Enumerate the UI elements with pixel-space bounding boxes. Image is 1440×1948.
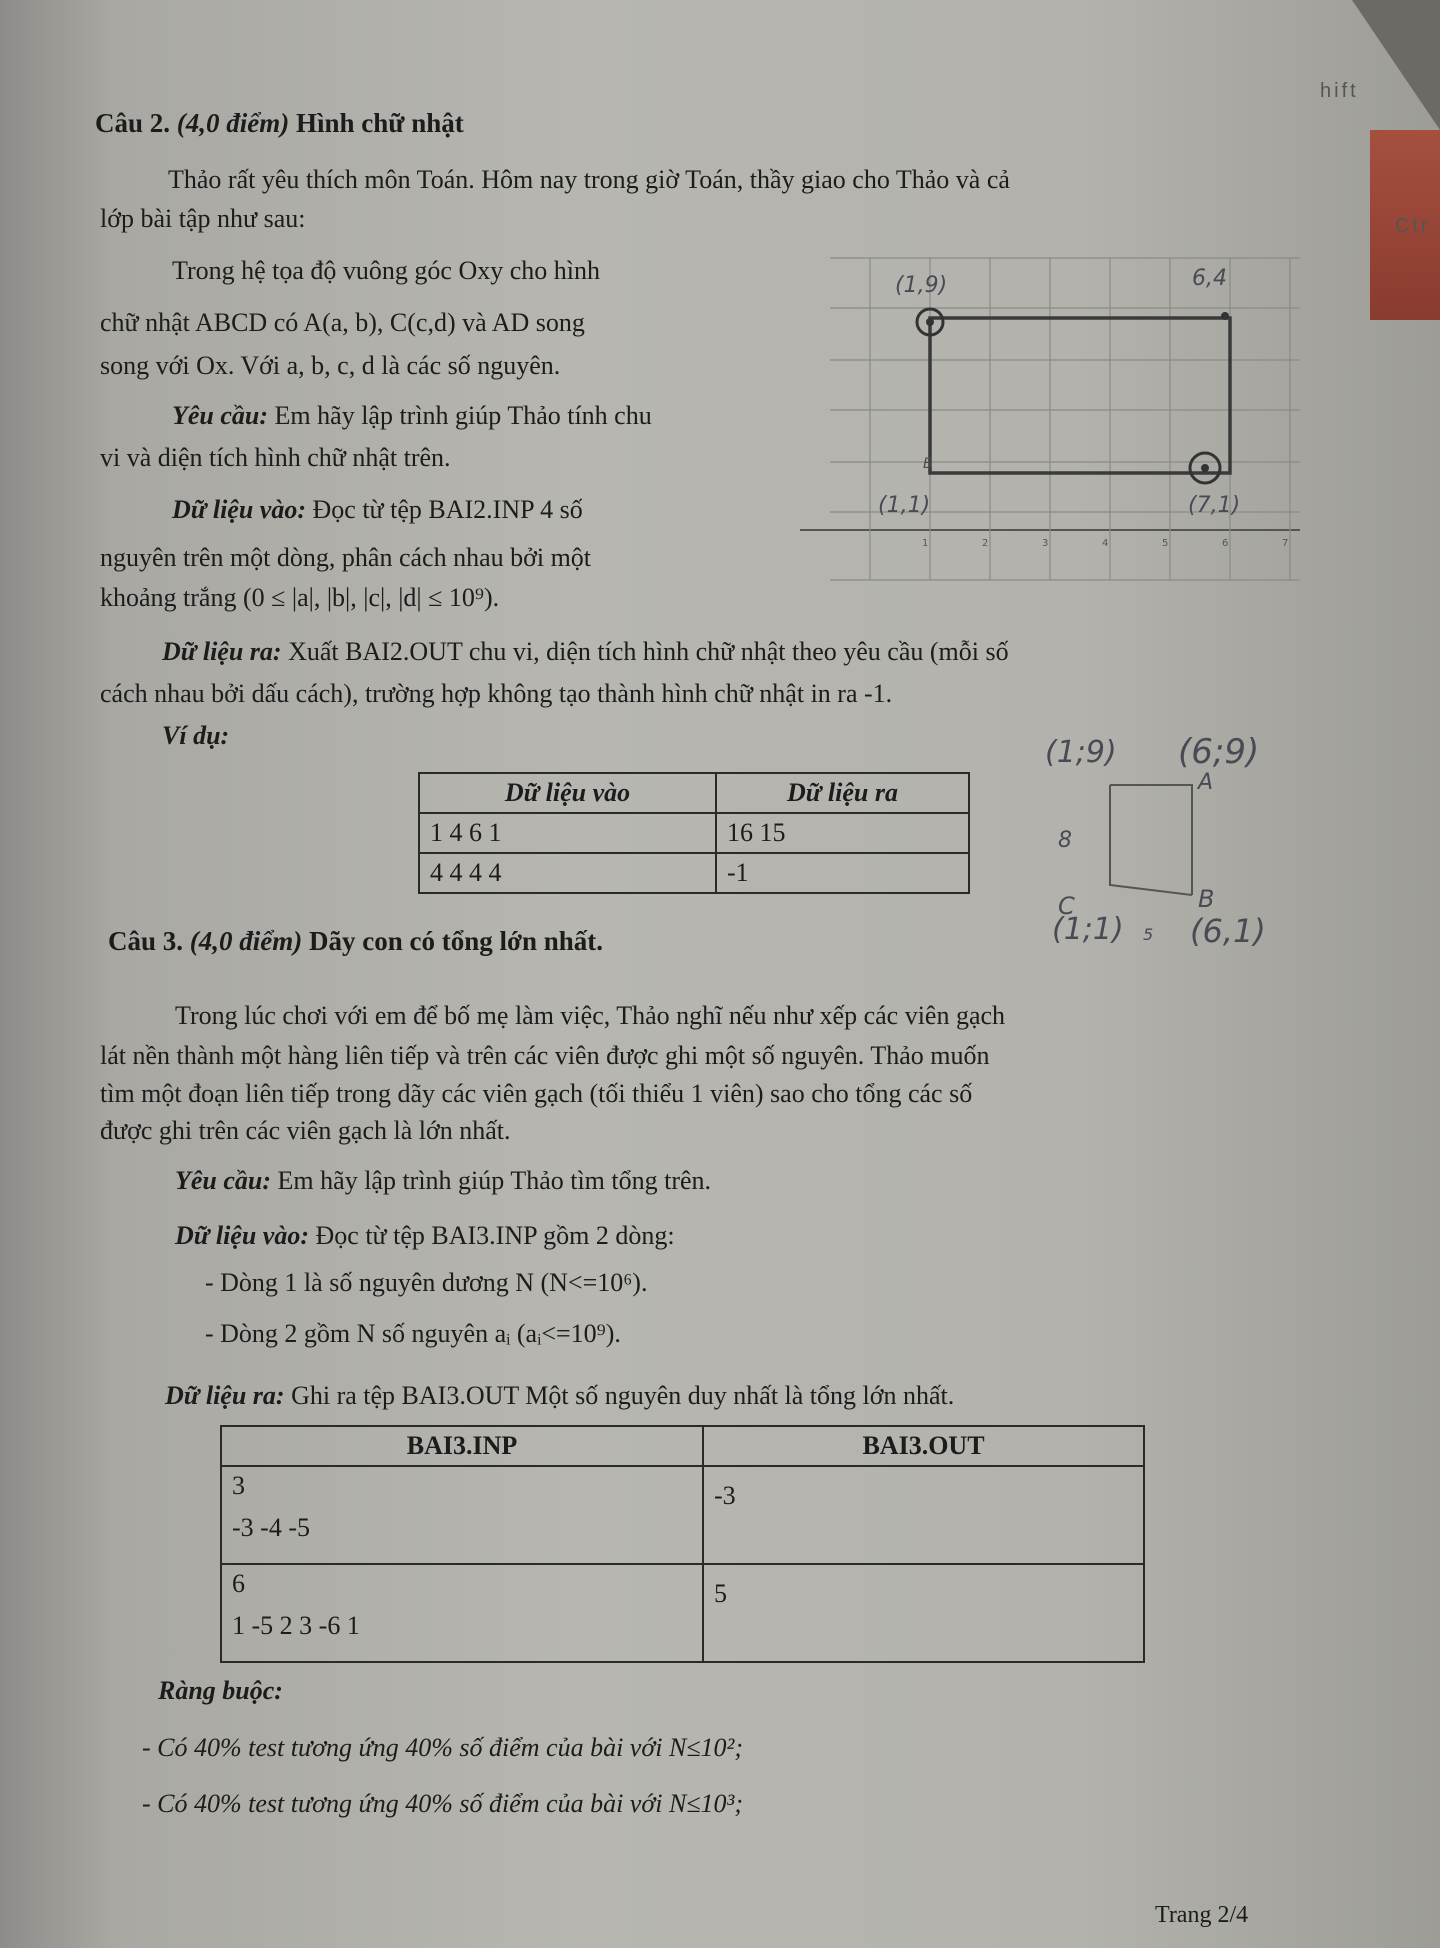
sketch-rectangle bbox=[1100, 760, 1210, 920]
cau3-in-text: Đọc từ tệp BAI3.INP gồm 2 dòng: bbox=[315, 1221, 675, 1250]
graph-label-7-1: (7,1) bbox=[1188, 493, 1241, 518]
margin-text-top: hift bbox=[1320, 80, 1359, 102]
cau2-out-text-2: cách nhau bởi dấu cách), trường hợp không tạo thành hình chữ nhật in ra -1. bbox=[100, 679, 893, 708]
cau2-problem-1: Trong hệ tọa độ vuông góc Oxy cho hình bbox=[172, 256, 601, 285]
cau3-title-name: Dãy con có tổng lớn nhất. bbox=[309, 926, 603, 956]
cau3-title-points: (4,0 điểm) bbox=[189, 926, 303, 956]
coordinate-grid-sketch bbox=[800, 240, 1300, 600]
table-cell: 5 bbox=[703, 1564, 1144, 1662]
point-a-dot bbox=[926, 318, 934, 326]
cau2-problem-3: song với Ox. Với a, b, c, d là các số nguyên. bbox=[100, 351, 561, 380]
sketch-6-1: (6,1) bbox=[1190, 912, 1266, 950]
axis-tick-4: 4 bbox=[1102, 538, 1109, 549]
constraint-2: - Có 40% test tương ứng 40% số điểm của bài với N≤10³; bbox=[142, 1789, 744, 1818]
table-header: Dữ liệu vào bbox=[419, 773, 716, 813]
graph-label-b: B bbox=[923, 456, 933, 472]
table-cell: 1 4 6 1 bbox=[419, 813, 716, 853]
cau3-in-line-2: - Dòng 2 gồm N số nguyên aᵢ (aᵢ<=10⁹). bbox=[205, 1319, 621, 1348]
cau3-title bbox=[108, 926, 603, 957]
graph-label-1-1: (1,1) bbox=[878, 493, 931, 518]
page-corner-shadow bbox=[1280, 0, 1440, 130]
table-row bbox=[419, 813, 969, 853]
table-cell: 4 4 4 4 bbox=[419, 853, 716, 893]
cau2-example-table bbox=[418, 772, 970, 894]
cau2-title bbox=[95, 108, 464, 139]
table-row bbox=[419, 853, 969, 893]
table-cell: -1 bbox=[716, 853, 969, 893]
cau2-out-text-1: Xuất BAI2.OUT chu vi, diện tích hình chữ nhật theo yêu cầu (mỗi số bbox=[288, 637, 1009, 666]
table-cell-line: 6 bbox=[232, 1569, 245, 1598]
constraints-label: Ràng buộc: bbox=[158, 1676, 283, 1705]
axis-tick-2: 2 bbox=[982, 538, 989, 549]
cau3-example-table bbox=[220, 1425, 1145, 1663]
cau3-req-text: Em hãy lập trình giúp Thảo tìm tổng trên. bbox=[277, 1166, 712, 1195]
cau2-in-label: Dữ liệu vào: bbox=[172, 495, 306, 524]
cau2-title-num: Câu 2. bbox=[95, 108, 171, 138]
cau2-req-line-1 bbox=[172, 400, 652, 431]
point-b-dot bbox=[1221, 312, 1229, 320]
cau3-out-label: Dữ liệu ra: bbox=[165, 1381, 285, 1410]
cau2-req-label: Yêu cầu: bbox=[172, 401, 269, 430]
cau2-out-line-1 bbox=[162, 636, 1009, 667]
cau2-title-name: Hình chữ nhật bbox=[296, 108, 464, 138]
axis-tick-5: 5 bbox=[1162, 538, 1169, 549]
axis-tick-1: 1 bbox=[922, 538, 929, 549]
cau3-in-line-1: - Dòng 1 là số nguyên dương N (N<=10⁶). bbox=[205, 1268, 648, 1297]
cau3-intro-1: Trong lúc chơi với em để bố mẹ làm việc, Thảo nghĩ nếu như xếp các viên gạch bbox=[175, 1001, 1006, 1030]
cau2-intro-2: lớp bài tập như sau: bbox=[100, 204, 306, 233]
cau2-in-text-2: nguyên trên một dòng, phân cách nhau bởi một bbox=[100, 543, 592, 572]
cau2-problem-2: chữ nhật ABCD có A(a, b), C(c,d) và AD song bbox=[100, 308, 585, 337]
sketch-8: 8 bbox=[1058, 828, 1072, 853]
graph-label-1-9: (1,9) bbox=[895, 273, 948, 298]
sketch-6-9: (6;9) bbox=[1178, 732, 1260, 772]
sketch-a: A bbox=[1198, 770, 1214, 795]
sketch-b: B bbox=[1198, 885, 1215, 913]
cau2-out-label: Dữ liệu ra: bbox=[162, 637, 282, 666]
table-row bbox=[221, 1466, 1144, 1564]
point-c-dot bbox=[1201, 464, 1209, 472]
axis-tick-3: 3 bbox=[1042, 538, 1049, 549]
cau2-in-text-1: Đọc từ tệp BAI2.INP 4 số bbox=[312, 495, 583, 524]
table-header-row bbox=[221, 1426, 1144, 1466]
sketch-1-1: (1;1) bbox=[1052, 912, 1124, 947]
axis-tick-7: 7 bbox=[1282, 538, 1289, 549]
axis-tick-6: 6 bbox=[1222, 538, 1229, 549]
sketch-c: C bbox=[1058, 892, 1075, 920]
page-number: Trang 2/4 bbox=[1155, 1902, 1249, 1928]
cau3-req-label: Yêu cầu: bbox=[175, 1166, 272, 1195]
cau3-intro-3: tìm một đoạn liên tiếp trong dãy các viên gạch (tối thiểu 1 viên) sao cho tổng các số bbox=[100, 1079, 973, 1108]
cau2-req-text-2: vi và diện tích hình chữ nhật trên. bbox=[100, 443, 451, 472]
cau2-req-text-1: Em hãy lập trình giúp Thảo tính chu bbox=[274, 401, 652, 430]
cau2-intro-1: Thảo rất yêu thích môn Toán. Hôm nay trong giờ Toán, thầy giao cho Thảo và cả bbox=[168, 165, 1010, 194]
cau2-title-points: (4,0 điểm) bbox=[176, 108, 290, 138]
table-cell: -3 bbox=[703, 1466, 1144, 1564]
table-cell-line: 3 bbox=[232, 1471, 245, 1500]
cau3-title-num: Câu 3. bbox=[108, 926, 184, 956]
cau2-example-label: Ví dụ: bbox=[162, 721, 230, 750]
table-cell: 16 15 bbox=[716, 813, 969, 853]
cau3-out-text: Ghi ra tệp BAI3.OUT Một số nguyên duy nhất là tổng lớn nhất. bbox=[291, 1381, 955, 1410]
table-row bbox=[221, 1564, 1144, 1662]
cau3-intro-2: lát nền thành một hàng liên tiếp và trên các viên được ghi một số nguyên. Thảo muốn bbox=[100, 1041, 990, 1070]
sketch-1-9: (1;9) bbox=[1045, 735, 1117, 770]
cau3-in-line bbox=[175, 1220, 675, 1251]
table-header: Dữ liệu ra bbox=[716, 773, 969, 813]
table-cell-line: 1 -5 2 3 -6 1 bbox=[232, 1611, 360, 1640]
table-header: BAI3.INP bbox=[221, 1426, 703, 1466]
table-cell bbox=[221, 1466, 703, 1564]
rectangle-abcd bbox=[930, 318, 1230, 473]
cau2-in-line-1 bbox=[172, 494, 583, 525]
table-header-row bbox=[419, 773, 969, 813]
table-header: BAI3.OUT bbox=[703, 1426, 1144, 1466]
cau3-intro-4: được ghi trên các viên gạch là lớn nhất. bbox=[100, 1116, 511, 1145]
table-cell bbox=[221, 1564, 703, 1662]
cau3-out-line bbox=[165, 1380, 954, 1411]
graph-label-6-4: 6,4 bbox=[1192, 266, 1227, 291]
table-cell-line: -3 -4 -5 bbox=[232, 1513, 310, 1542]
cau3-req-line bbox=[175, 1165, 711, 1196]
grid-lines bbox=[800, 258, 1300, 580]
margin-text-mid: Ctr bbox=[1395, 215, 1431, 237]
sketch-5: 5 bbox=[1143, 925, 1154, 944]
cau2-in-text-3: khoảng trắng (0 ≤ |a|, |b|, |c|, |d| ≤ 10⁹). bbox=[100, 583, 500, 612]
constraint-1: - Có 40% test tương ứng 40% số điểm của bài với N≤10²; bbox=[142, 1733, 744, 1762]
cau3-in-label: Dữ liệu vào: bbox=[175, 1221, 309, 1250]
